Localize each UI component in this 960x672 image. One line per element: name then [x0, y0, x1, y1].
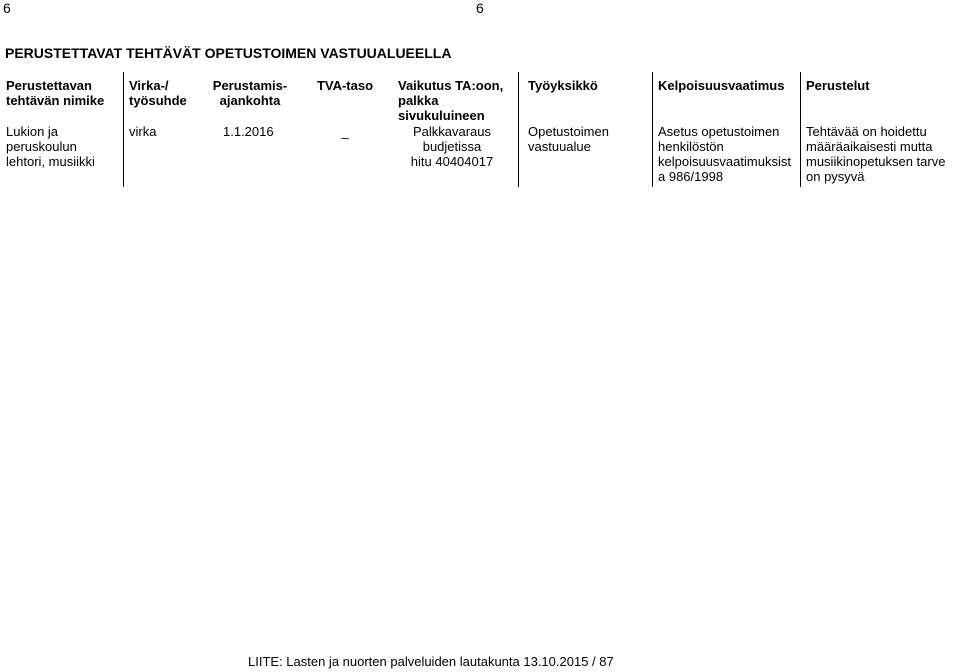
cell-vaikutus [392, 124, 512, 169]
cell-ajankohta [223, 124, 274, 139]
header-virka [129, 78, 187, 108]
cell-tva [305, 130, 385, 145]
cell-tyoyksikko [528, 124, 609, 154]
positions-table [0, 72, 960, 187]
column-divider [518, 72, 519, 187]
header-nimike [6, 78, 104, 108]
cell-vaikutus-line: budjetissa [422, 139, 482, 154]
header-virka-line: Virka-/ [129, 78, 169, 93]
header-tva-line: TVA-taso [316, 78, 374, 93]
cell-virka [129, 124, 156, 139]
header-ajankohta-line: ajankohta [219, 93, 281, 108]
cell-tyoyksikko-line: Opetustoimen [528, 124, 609, 139]
header-kelpoisuus-line: Kelpoisuusvaatimus [658, 78, 785, 93]
header-vaikutus-line: palkka [398, 93, 439, 108]
cell-tyoyksikko-line: vastuualue [528, 139, 591, 154]
cell-kelpoisuus-line: Asetus opetustoimen [658, 124, 780, 139]
column-divider [800, 72, 801, 187]
header-kelpoisuus [658, 78, 784, 93]
cell-nimike [6, 124, 95, 169]
cell-kelpoisuus-line: henkilöstön [658, 139, 724, 154]
page-number-right: 6 [476, 0, 484, 16]
header-nimike-line: tehtävän nimike [6, 93, 105, 108]
cell-perustelut [806, 124, 945, 184]
header-virka-line: työsuhde [129, 93, 187, 108]
header-ajankohta [205, 78, 295, 108]
footer-note: LIITE: Lasten ja nuorten palveluiden lautakunta 13.10.2015 / 87 [248, 654, 614, 669]
cell-vaikutus-line: Palkkavaraus [412, 124, 492, 139]
column-divider [652, 72, 653, 187]
cell-kelpoisuus-line: kelpoisuusvaatimuksist [658, 154, 791, 169]
page-title: PERUSTETTAVAT TEHTÄVÄT OPETUSTOIMEN VASTUUALUEELLA [5, 45, 452, 61]
header-tyoyksikko-line: Työyksikkö [528, 78, 598, 93]
page-number-left: 6 [3, 0, 11, 16]
header-ajankohta-line: Perustamis- [212, 78, 288, 93]
cell-ajankohta-line: 1.1.2016 [223, 124, 274, 139]
cell-tva-line: – [341, 130, 349, 145]
header-tyoyksikko [528, 78, 598, 93]
header-nimike-line: Perustettavan [6, 78, 92, 93]
cell-nimike-line: Lukion ja [6, 124, 59, 139]
cell-kelpoisuus-line: a 986/1998 [658, 169, 724, 184]
cell-virka-line: virka [129, 124, 157, 139]
header-perustelut [806, 78, 870, 93]
cell-perustelut-line: on pysyvä [806, 169, 865, 184]
cell-perustelut-line: Tehtävää on hoidettu [806, 124, 927, 139]
cell-vaikutus-line: hitu 40404017 [410, 154, 494, 169]
header-tva [305, 78, 385, 93]
header-vaikutus [398, 78, 503, 123]
header-perustelut-line: Perustelut [806, 78, 870, 93]
column-divider [123, 72, 124, 187]
header-vaikutus-line: sivukuluineen [398, 108, 485, 123]
cell-nimike-line: peruskoulun [6, 139, 77, 154]
cell-perustelut-line: musiikinopetuksen tarve [806, 154, 946, 169]
cell-perustelut-line: määräaikaisesti mutta [806, 139, 933, 154]
header-vaikutus-line: Vaikutus TA:oon, [398, 78, 504, 93]
cell-kelpoisuus [658, 124, 791, 184]
cell-nimike-line: lehtori, musiikki [6, 154, 95, 169]
